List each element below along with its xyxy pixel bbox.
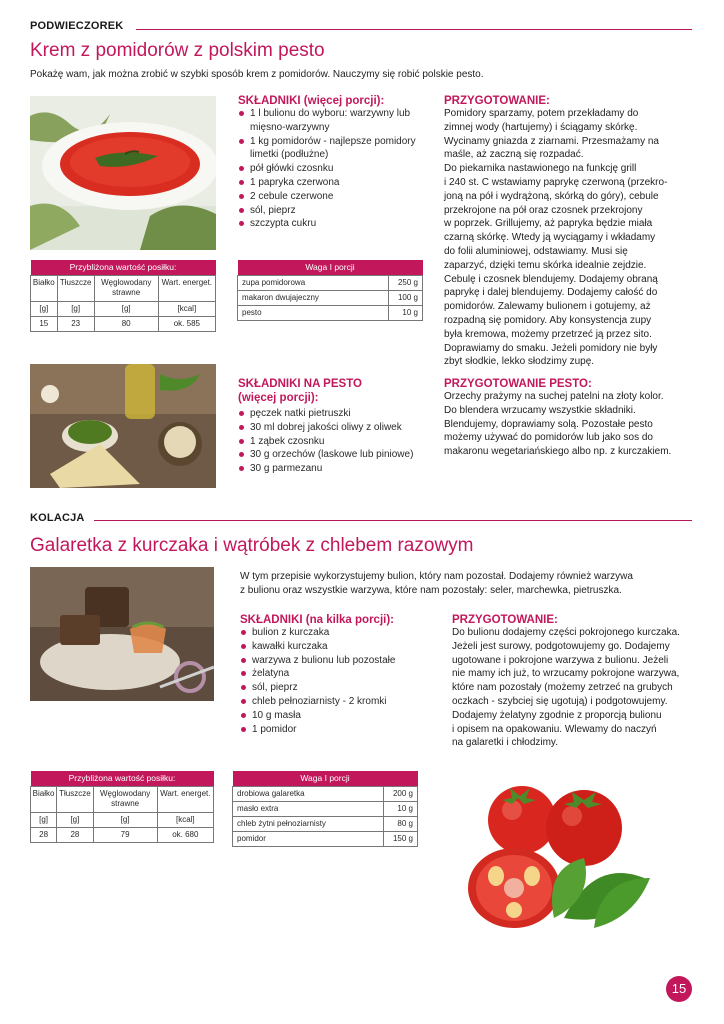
table-header-cell: Wart. energet. [157,786,213,812]
list-item: pęczek natki pietruszki [238,407,438,421]
list-item: 10 g masła [240,709,440,723]
section-divider [136,29,692,30]
recipe-title-jelly: Galaretka z kurczaka i wątróbek z chlebem razowym [30,535,474,556]
tomatoes-basil-photo [444,768,668,940]
list-item: kawałki kurczaka [240,640,440,654]
table-cell: chleb żytni pełnoziarnisty [233,816,384,831]
list-item: szczypta cukru [238,217,428,231]
recipe-intro-jelly [240,570,633,598]
table-cell: 15 [31,316,58,331]
table-cell: [g] [31,301,58,316]
table-cell: 80 [94,316,158,331]
table-cell: 23 [57,316,94,331]
list-item: 1 l bulionu do wyboru: warzywny lub mięsno-warzywny [238,107,428,135]
text-line: Do blendera wrzucamy wszystkie składniki. [444,404,636,416]
table-header-cell: Tłuszcze [57,275,94,301]
list-item: sól, pieprz [240,681,440,695]
list-item: 30 g parmezanu [238,462,438,476]
weights-heading: Waga I porcji [233,771,418,786]
text-line: maśle, aż zaczną się rozpadać. [444,149,584,161]
table-cell: [g] [31,812,57,827]
text-line: Wycinamy gniazda z ziarnami. Przesmażamy na [444,135,659,147]
table-cell: [g] [93,812,157,827]
text-line: była kremowa, możemy przetrzeć ją przez sito. [444,328,652,340]
text-line: do folii aluminiowej, odstawiamy. Musi się [444,245,628,257]
text-line: Pomidory sparzamy, potem przekładamy do [444,108,639,119]
table-cell: [g] [94,301,158,316]
recipe-title-soup: Krem z pomidorów z polskim pesto [30,40,325,61]
weights-heading: Waga I porcji [238,260,423,275]
table-cell: 28 [57,827,93,842]
table-cell: pomidor [233,831,384,846]
ingredients-list-soup [238,107,428,231]
text-line: Blendujemy, doprawiamy solą. Pozostałe pesto [444,418,653,430]
table-header-cell: Wart. energet. [158,275,215,301]
list-item: pół główki czosnku [238,162,428,176]
ingredients-heading-soup: SKŁADNIKI (więcej porcji): [238,95,385,107]
text-line: zimnej wody (hartujemy) i ściągamy skórkę. [444,121,638,133]
list-item: bulion z kurczaka [240,626,440,640]
prep-text-jelly [452,626,710,750]
text-line: rozpadną się pomidory. Aby konsystencja zupy [444,314,652,326]
table-header-cell: Tłuszcze [57,786,93,812]
table-header-cell: Białko [31,786,57,812]
table-cell: 28 [31,827,57,842]
text-line: i 240 st. C wstawiamy paprykę czerwoną (przekro- [444,176,668,188]
text-line: Do piekarnika nastawionego na funkcję grill [444,163,637,175]
page-number: 15 [666,976,692,1002]
list-item: 1 kg pomidorów - najlepsze pomidory limetki (podłużne) [238,135,428,163]
list-item: chleb pełnoziarnisty - 2 kromki [240,695,440,709]
text-line: Do bulionu dodajemy części pokrojonego kurczaka. [452,627,680,638]
table-cell: zupa pomidorowa [238,275,389,290]
text-line: nie mamy ich już, to wrzucamy pokrojone warzywa, [452,668,680,680]
text-line: przekrojone na pół oraz czosnek przekrojony [444,204,643,216]
text-line: makaronu wegetariańskiego albo np. z kurczakiem. [444,446,672,458]
list-item: 2 cebule czerwone [238,190,428,204]
ingredients-heading-jelly: SKŁADNIKI (na kilka porcji): [240,614,394,626]
list-item: sól, pieprz [238,204,428,218]
prep-text-soup [444,107,704,369]
table-cell: [g] [57,812,93,827]
table-cell: 10 g [384,801,418,816]
table-cell: 10 g [389,305,423,320]
text-line: Doprawiamy do smaku. Jeżeli pomidory nie były [444,342,658,354]
section-label-afternoon: PODWIECZOREK [30,20,124,32]
text-line: W tym przepisie wykorzystujemy bulion, który nam pozostał. Dodajemy również warzywa [240,571,633,582]
weights-table-soup [237,260,423,321]
list-item: żelatyna [240,667,440,681]
table-cell: 79 [93,827,157,842]
heading-line: (więcej porcji): [238,392,319,404]
text-line: Dodajemy żelatyny zgodnie z proporcją bulionu [452,709,662,721]
tomato-soup-photo [30,96,216,250]
nutrition-heading: Przybliżona wartość posiłku: [31,771,214,786]
table-cell: 80 g [384,816,418,831]
text-line: zaparzyć, dzięki temu skórka idealnie zejdzie. [444,259,647,271]
text-line: które nam pozostały (możemy zetrzeć na grubych [452,682,673,694]
text-line: czarną skórkę. Wtedy ją wyciągamy i wkładamy [444,232,656,244]
text-line: w poprzek. Grillujemy, aż papryka będzie miała [444,218,653,230]
table-cell: [kcal] [158,301,215,316]
text-line: i opisem na opakowaniu. Wlewamy do naczyń [452,723,657,735]
table-cell: 100 g [389,290,423,305]
text-line: na galaretki i chłodzimy. [452,737,558,749]
nutrition-table-jelly [30,771,214,843]
text-line: Orzechy prażymy na suchej patelni na złoty kolor. [444,391,664,402]
prep-heading-soup: PRZYGOTOWANIE: [444,95,550,107]
text-line: paprykę i dalej blendujemy. Dodajemy całość do [444,287,658,299]
text-line: możemy używać do pomidorów lub jako sos do [444,432,653,444]
text-line: pomidorów. Zalewamy bulionem i gotujemy, aż [444,301,651,313]
table-cell: 250 g [389,275,423,290]
section-label-dinner: KOLACJA [30,512,85,524]
section-divider [94,520,692,521]
pesto-prep-text [444,390,708,459]
table-header-cell: Białko [31,275,58,301]
table-cell: drobiowa galaretka [233,786,384,801]
list-item: warzywa z bulionu lub pozostałe [240,654,440,668]
pesto-photo [30,364,216,488]
list-item: 30 ml dobrej jakości oliwy z oliwek [238,421,438,435]
list-item: 1 pomidor [240,723,440,737]
prep-heading-jelly: PRZYGOTOWANIE: [452,614,558,626]
text-line: oczkach - szybciej się ugotują) i podgotowujemy. [452,695,668,707]
table-cell: ok. 585 [158,316,215,331]
table-cell: makaron dwujajeczny [238,290,389,305]
text-line: Cebulę i czosnek blendujemy. Dodajemy obraną [444,273,658,285]
heading-line: SKŁADNIKI NA PESTO [238,378,362,390]
text-line: zbyt słodkie, lekko słodzimy zupę. [444,356,595,368]
table-header-cell: Węglowodany strawne [93,786,157,812]
recipe-intro-soup: Pokażę wam, jak można zrobić w szybki sposób krem z pomidorów. Nauczymy się robić polskie pesto. [30,69,484,80]
table-cell: ok. 680 [157,827,213,842]
text-line: z bulionu oraz wszystkie warzywa, które nam pozostały: seler, marchewka, pietruszka. [240,585,622,596]
text-line: joną na pół i wydrążoną, skórką do góry), cebule [444,190,659,202]
table-cell: [kcal] [157,812,213,827]
chicken-jelly-photo [30,567,214,701]
text-line: ugotowane i pokrojone warzywa z bulionu. Jeżeli [452,654,669,666]
table-header-cell: Węglowodany strawne [94,275,158,301]
text-line: Jeżeli jest surowy, podgotowujemy go. Dodajemy [452,640,670,652]
table-cell: 150 g [384,831,418,846]
table-cell: masło extra [233,801,384,816]
nutrition-table-soup [30,260,216,332]
table-cell: 200 g [384,786,418,801]
ingredients-list-jelly [240,626,440,736]
pesto-ingredients-heading [238,377,362,405]
pesto-ingredients-list [238,407,438,476]
table-cell: pesto [238,305,389,320]
table-cell: [g] [57,301,94,316]
list-item: 1 ząbek czosnku [238,435,438,449]
weights-table-jelly [232,771,418,847]
pesto-prep-heading: PRZYGOTOWANIE PESTO: [444,378,592,390]
nutrition-heading: Przybliżona wartość posiłku: [31,260,216,275]
list-item: 1 papryka czerwona [238,176,428,190]
list-item: 30 g orzechów (laskowe lub piniowe) [238,448,438,462]
